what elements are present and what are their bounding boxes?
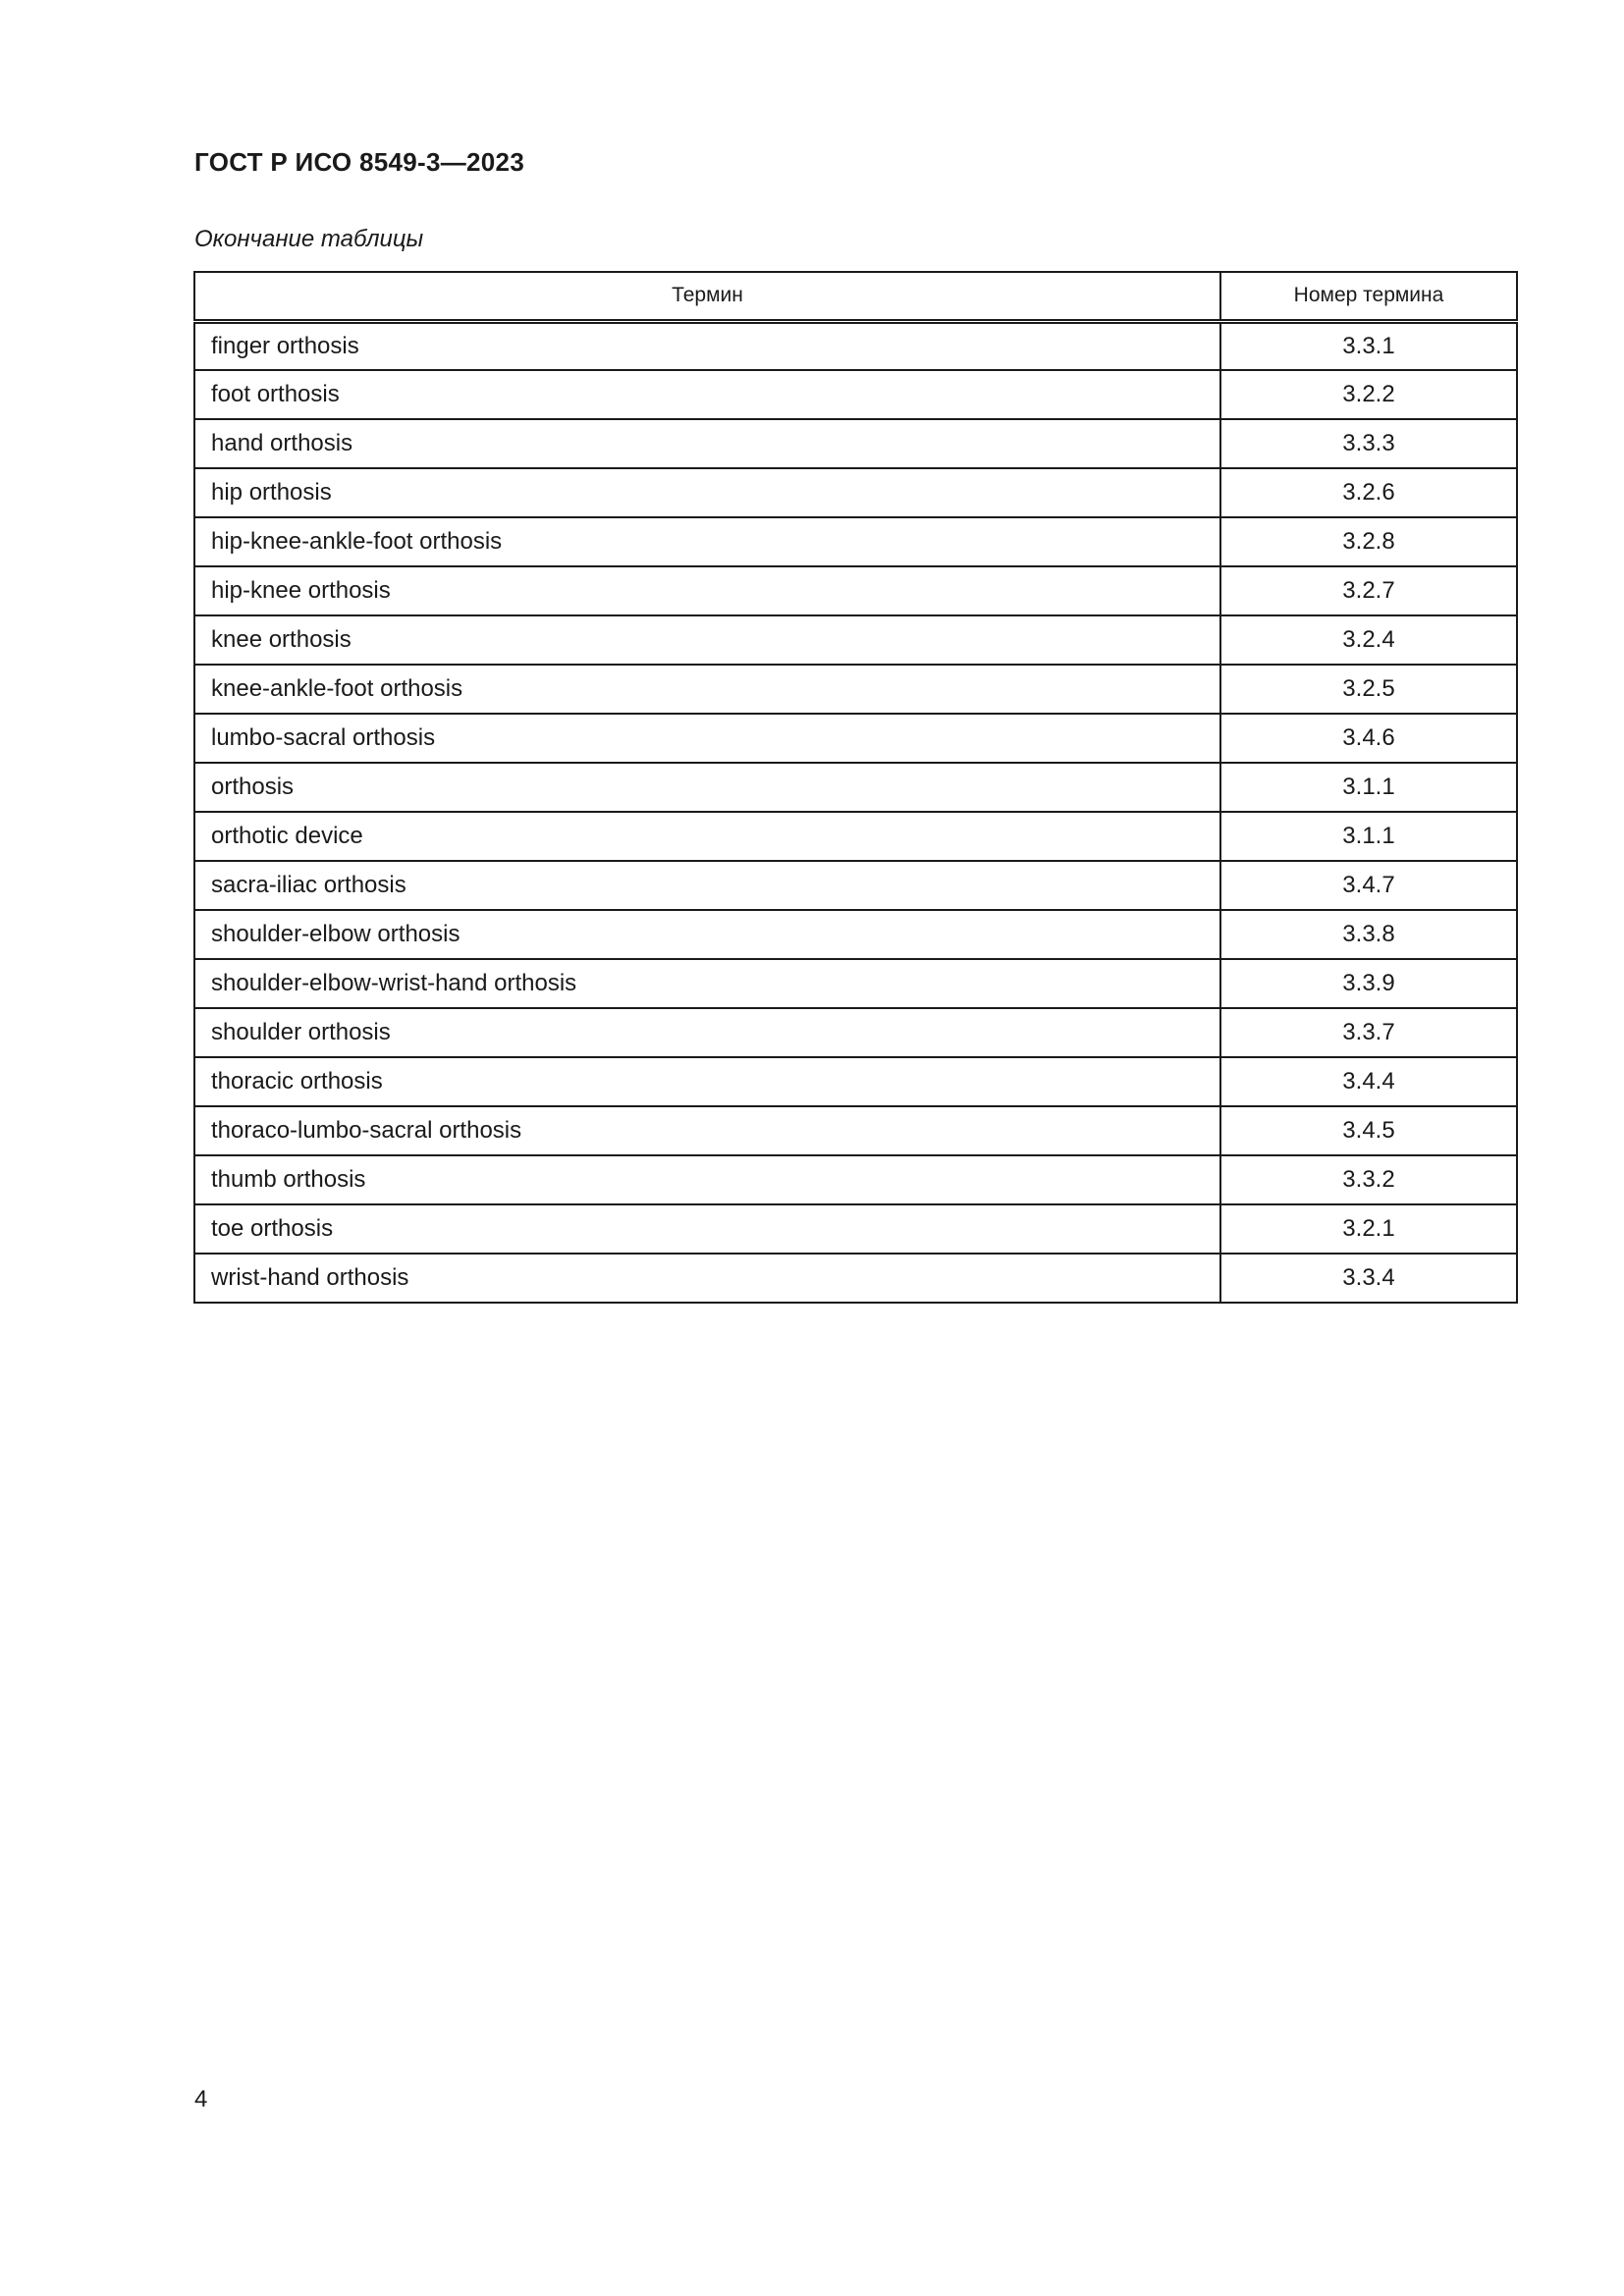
term-number-cell: 3.4.7 xyxy=(1220,861,1517,910)
term-cell: hand orthosis xyxy=(194,419,1220,468)
table-row xyxy=(194,665,1517,714)
term-number-cell: 3.1.1 xyxy=(1220,812,1517,861)
table-row xyxy=(194,910,1517,959)
table-row xyxy=(194,861,1517,910)
page-number: 4 xyxy=(194,2086,208,2112)
term-cell: shoulder orthosis xyxy=(194,1008,1220,1057)
table-header-row xyxy=(194,272,1517,321)
table-row xyxy=(194,566,1517,615)
term-number-cell: 3.3.7 xyxy=(1220,1008,1517,1057)
term-cell: finger orthosis xyxy=(194,321,1220,370)
table-row xyxy=(194,1155,1517,1204)
table-row xyxy=(194,615,1517,665)
term-cell: shoulder-elbow-wrist-hand orthosis xyxy=(194,959,1220,1008)
term-cell: thoraco-lumbo-sacral orthosis xyxy=(194,1106,1220,1155)
term-cell: foot orthosis xyxy=(194,370,1220,419)
table-row xyxy=(194,370,1517,419)
column-header-number: Номер термина xyxy=(1220,272,1517,321)
term-cell: thoracic orthosis xyxy=(194,1057,1220,1106)
term-number-cell: 3.4.5 xyxy=(1220,1106,1517,1155)
term-number-cell: 3.4.6 xyxy=(1220,714,1517,763)
term-cell: lumbo-sacral orthosis xyxy=(194,714,1220,763)
table-row xyxy=(194,1204,1517,1254)
term-cell: thumb orthosis xyxy=(194,1155,1220,1204)
term-number-cell: 3.3.2 xyxy=(1220,1155,1517,1204)
table-row xyxy=(194,1057,1517,1106)
table-row xyxy=(194,959,1517,1008)
table-row xyxy=(194,468,1517,517)
term-cell: hip orthosis xyxy=(194,468,1220,517)
term-cell: wrist-hand orthosis xyxy=(194,1254,1220,1303)
term-number-cell: 3.3.1 xyxy=(1220,321,1517,370)
term-cell: orthosis xyxy=(194,763,1220,812)
term-cell: hip-knee-ankle-foot orthosis xyxy=(194,517,1220,566)
term-number-cell: 3.3.9 xyxy=(1220,959,1517,1008)
term-number-cell: 3.3.3 xyxy=(1220,419,1517,468)
term-number-cell: 3.2.6 xyxy=(1220,468,1517,517)
term-cell: shoulder-elbow orthosis xyxy=(194,910,1220,959)
table-row xyxy=(194,1106,1517,1155)
table-row xyxy=(194,714,1517,763)
term-number-cell: 3.2.8 xyxy=(1220,517,1517,566)
term-cell: orthotic device xyxy=(194,812,1220,861)
terms-table xyxy=(193,271,1518,1304)
table-row xyxy=(194,1254,1517,1303)
term-number-cell: 3.1.1 xyxy=(1220,763,1517,812)
term-cell: sacra-iliac orthosis xyxy=(194,861,1220,910)
table-caption: Окончание таблицы xyxy=(194,226,424,252)
term-number-cell: 3.2.5 xyxy=(1220,665,1517,714)
column-header-term: Термин xyxy=(194,272,1220,321)
term-number-cell: 3.2.7 xyxy=(1220,566,1517,615)
table-row xyxy=(194,812,1517,861)
table-row xyxy=(194,517,1517,566)
term-number-cell: 3.2.1 xyxy=(1220,1204,1517,1254)
table-row xyxy=(194,763,1517,812)
term-cell: knee-ankle-foot orthosis xyxy=(194,665,1220,714)
term-number-cell: 3.3.4 xyxy=(1220,1254,1517,1303)
term-number-cell: 3.2.2 xyxy=(1220,370,1517,419)
term-cell: toe orthosis xyxy=(194,1204,1220,1254)
table-row xyxy=(194,321,1517,370)
term-cell: knee orthosis xyxy=(194,615,1220,665)
term-number-cell: 3.3.8 xyxy=(1220,910,1517,959)
term-number-cell: 3.4.4 xyxy=(1220,1057,1517,1106)
term-cell: hip-knee orthosis xyxy=(194,566,1220,615)
document-title: ГОСТ Р ИСО 8549-3—2023 xyxy=(194,147,525,177)
term-number-cell: 3.2.4 xyxy=(1220,615,1517,665)
table-row xyxy=(194,1008,1517,1057)
table-row xyxy=(194,419,1517,468)
